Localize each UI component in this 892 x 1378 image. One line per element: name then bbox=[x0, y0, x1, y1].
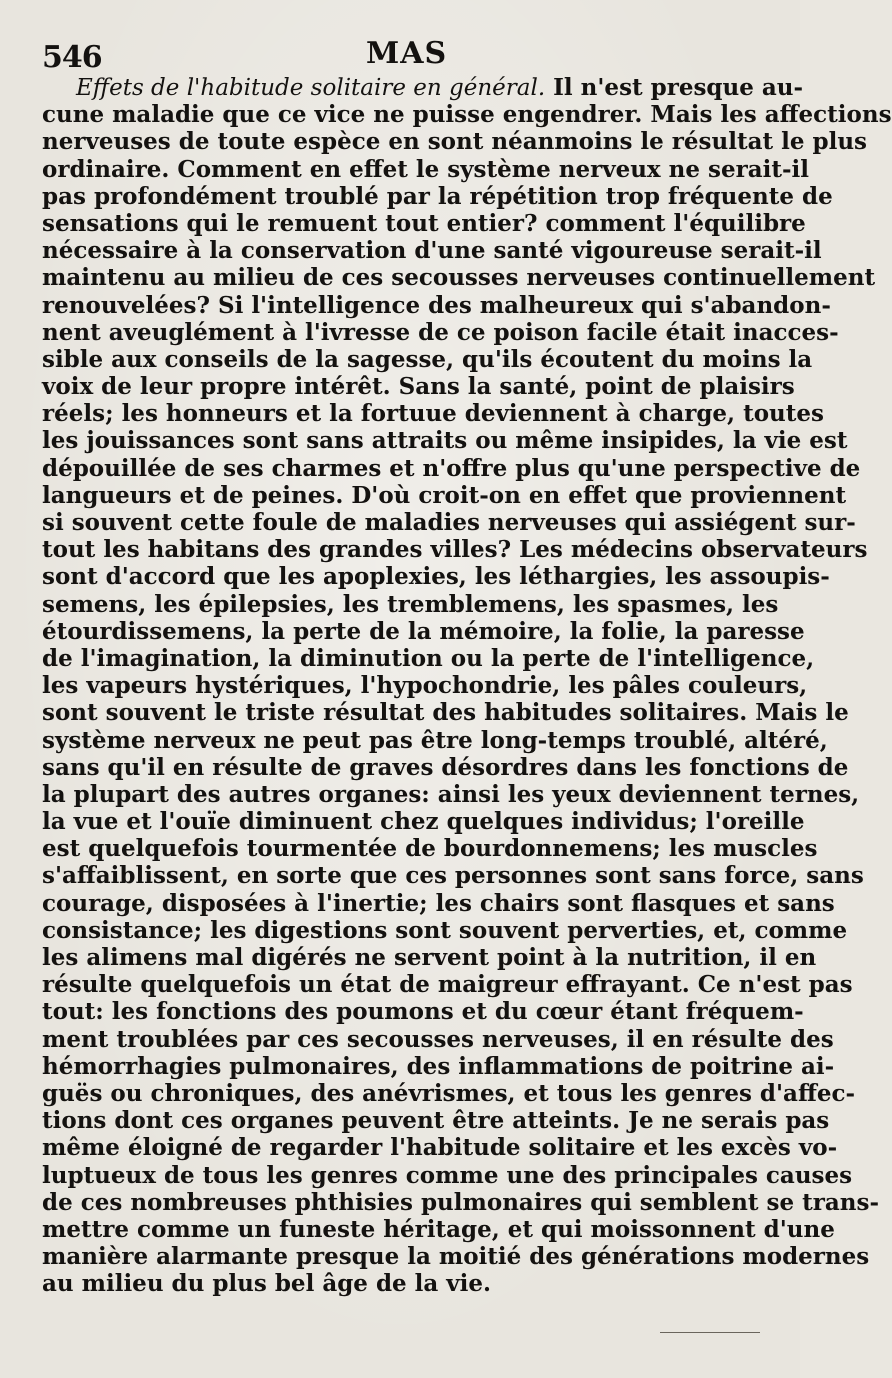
end-rule bbox=[660, 1332, 760, 1333]
text-line bbox=[42, 74, 804, 101]
page-number: 546 bbox=[42, 40, 102, 75]
text-line: dépouillée de ses charmes et n'offre plus qu'une perspective de bbox=[42, 454, 861, 482]
text-line: renouvelées? Si l'intelligence des malheureux qui s'abandon- bbox=[42, 291, 831, 319]
text-line: mettre comme un funeste héritage, et qui moissonnent d'une bbox=[42, 1215, 835, 1243]
text-line: sont souvent le triste résultat des habitudes solitaires. Mais le bbox=[42, 699, 849, 727]
text-line: luptueux de tous les genres comme une des principales causes bbox=[42, 1161, 853, 1189]
text-line: au milieu du plus bel âge de la vie. bbox=[42, 1270, 492, 1298]
text-line: voix de leur propre intérêt. Sans la santé, point de plaisirs bbox=[42, 373, 795, 401]
text-line: langueurs et de peines. D'où croit-on en effet que proviennent bbox=[42, 481, 847, 509]
text-line: tions dont ces organes peuvent être atteints. Je ne serais pas bbox=[42, 1107, 830, 1135]
text-line: nécessaire à la conservation d'une santé vigoureuse serait-il bbox=[42, 237, 822, 265]
text-line: consistance; les digestions sont souvent perverties, et, comme bbox=[42, 916, 848, 944]
text-line: de l'imagination, la diminution ou la perte de l'intelligence, bbox=[42, 644, 815, 672]
text-line-content: Il n'est presque au- bbox=[545, 74, 804, 101]
text-line: système nerveux ne peut pas être long-temps troublé, altéré, bbox=[42, 726, 828, 754]
text-line: même éloigné de regarder l'habitude solitaire et les excès vo- bbox=[42, 1134, 838, 1162]
text-line: sensations qui le remuent tout entier? comment l'équilibre bbox=[42, 209, 806, 237]
text-line: cune maladie que ce vice ne puisse engendrer. Mais les affections bbox=[42, 101, 892, 129]
text-line: tout les habitans des grandes villes? Les médecins observateurs bbox=[42, 536, 868, 564]
text-line: la vue et l'ouïe diminuent chez quelques individus; l'oreille bbox=[42, 808, 805, 836]
text-line: ment troublées par ces secousses nerveuses, il en résulte des bbox=[42, 1025, 834, 1053]
text-line: ordinaire. Comment en effet le système nerveux ne serait-il bbox=[42, 155, 809, 183]
text-line: de ces nombreuses phthisies pulmonaires qui semblent se trans- bbox=[42, 1188, 879, 1216]
lead-italic-heading: Effets de l'habitude solitaire en général. bbox=[76, 75, 546, 101]
text-line: sible aux conseils de la sagesse, qu'ils écoutent du moins la bbox=[42, 345, 813, 373]
text-line: semens, les épilepsies, les tremblemens, les spasmes, les bbox=[42, 590, 779, 618]
text-line: nerveuses de toute espèce en sont néanmoins le résultat le plus bbox=[42, 128, 867, 156]
text-line: la plupart des autres organes: ainsi les yeux deviennent ternes, bbox=[42, 780, 860, 808]
text-line: étourdissemens, la perte de la mémoire, la folie, la paresse bbox=[42, 617, 805, 645]
text-line: s'affaiblissent, en sorte que ces personnes sont sans force, sans bbox=[42, 862, 864, 890]
text-line: réels; les honneurs et la fortuue deviennent à charge, toutes bbox=[42, 400, 824, 428]
text-line: les vapeurs hystériques, l'hypochondrie, les pâles couleurs, bbox=[42, 672, 808, 700]
text-line: les alimens mal digérés ne servent point à la nutrition, il en bbox=[42, 944, 817, 971]
text-line: maintenu au milieu de ces secousses nerveuses continuellement bbox=[42, 264, 876, 292]
text-line: sont d'accord que les apoplexies, les léthargies, les assoupis- bbox=[42, 563, 830, 591]
text-line: est quelquefois tourmentée de bourdonnemens; les muscles bbox=[42, 835, 818, 863]
text-line: si souvent cette foule de maladies nerveuses qui assiégent sur- bbox=[42, 509, 856, 536]
text-line: guës ou chroniques, des anévrismes, et tous les genres d'affec- bbox=[42, 1079, 856, 1107]
text-line: tout: les fonctions des poumons et du cœur étant fréquem- bbox=[42, 998, 804, 1026]
running-head: MAS bbox=[366, 36, 448, 71]
text-line: hémorrhagies pulmonaires, des inflammations de poitrine ai- bbox=[42, 1052, 835, 1080]
text-line: courage, disposées à l'inertie; les chairs sont flasques et sans bbox=[42, 889, 835, 917]
text-line: manière alarmante presque la moitié des générations modernes bbox=[42, 1243, 870, 1271]
text-line: résulte quelquefois un état de maigreur effrayant. Ce n'est pas bbox=[42, 971, 853, 999]
text-line: nent aveuglément à l'ivresse de ce poison facile était inacces- bbox=[42, 318, 839, 346]
text-line: sans qu'il en résulte de graves désordres dans les fonctions de bbox=[42, 753, 849, 781]
body-paragraph bbox=[42, 74, 892, 1298]
text-line: pas profondément troublé par la répétition trop fréquente de bbox=[42, 182, 833, 210]
text-line: les jouissances sont sans attraits ou même insipides, la vie est bbox=[42, 427, 848, 455]
